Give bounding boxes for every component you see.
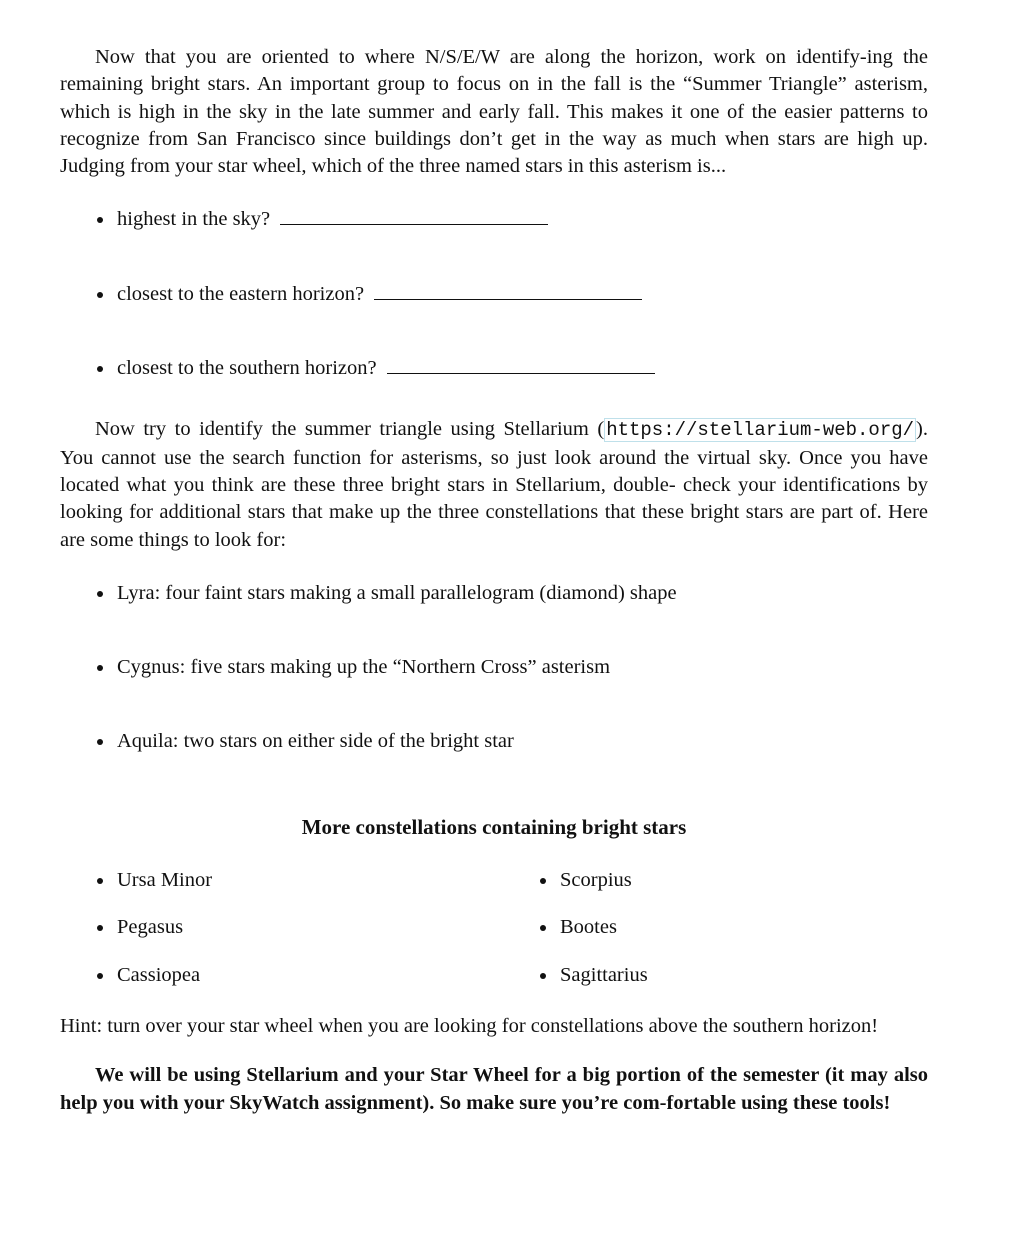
answer-blank[interactable]	[280, 206, 548, 225]
intro-paragraph: Now that you are oriented to where N/S/E/W are along the horizon, work on identify-ing the remaining bright stars. An important group to focus on in the fall is the “Summer Triangle” asterism, which is high in the sky in the late summer and early fall. This makes it one of the easier patterns to recognize from San Francisco since buildings don’t get in the way as much when stars are high up. Judging from your star wheel, which of the three named stars in this asterism is...	[60, 46, 928, 178]
constellation-item: Bootes	[503, 914, 928, 941]
constellation-list-right	[503, 867, 928, 1009]
answer-blank[interactable]	[387, 355, 655, 374]
question-text: highest in the sky?	[117, 208, 271, 231]
look-for-item: Lyra: four faint stars making a small parallelogram (diamond) shape	[60, 580, 928, 607]
hint-text: Hint: turn over your star wheel when you are looking for constellations above the southern horizon!	[60, 1014, 879, 1037]
closing-note: We will be using Stellarium and your Star Wheel for a big portion of the semester (it may also help you with your SkyWatch assignment). So make sure you’re com-fortable using these tools!	[60, 1064, 928, 1114]
constellation-item: Sagittarius	[503, 962, 928, 989]
look-for-list	[60, 580, 928, 756]
constellation-list-left	[60, 867, 503, 1009]
question-item	[60, 281, 928, 308]
question-item	[60, 355, 928, 382]
question-list	[60, 206, 928, 382]
stellarium-text-after: ). You cannot use the search function for asterisms, so just look around the virtual sky. Once you have located what you think are these three bright stars in Stellarium, double- check your identifications by looking for additional stars that make up the three constellations that these bright stars are part of. Here are some things to look for:	[60, 418, 928, 551]
document-page	[60, 44, 928, 1117]
question-text: closest to the eastern horizon?	[117, 282, 365, 305]
question-item	[60, 206, 928, 233]
constellation-item: Pegasus	[60, 914, 503, 941]
look-for-item: Aquila: two stars on either side of the bright star	[60, 728, 928, 755]
constellation-item: Scorpius	[503, 867, 928, 894]
stellarium-paragraph	[60, 416, 928, 553]
constellation-item: Cassiopea	[60, 962, 503, 989]
constellation-item: Ursa Minor	[60, 867, 503, 894]
look-for-item: Cygnus: five stars making up the “Northern Cross” asterism	[60, 654, 928, 681]
stellarium-text-before: Now try to identify the summer triangle using Stellarium (	[95, 418, 605, 441]
stellarium-link[interactable]: https://stellarium-web.org/	[606, 419, 915, 442]
answer-blank[interactable]	[374, 281, 642, 300]
question-text: closest to the southern horizon?	[117, 357, 377, 380]
section-title: More constellations containing bright stars	[301, 814, 687, 839]
constellation-columns	[60, 867, 928, 1009]
